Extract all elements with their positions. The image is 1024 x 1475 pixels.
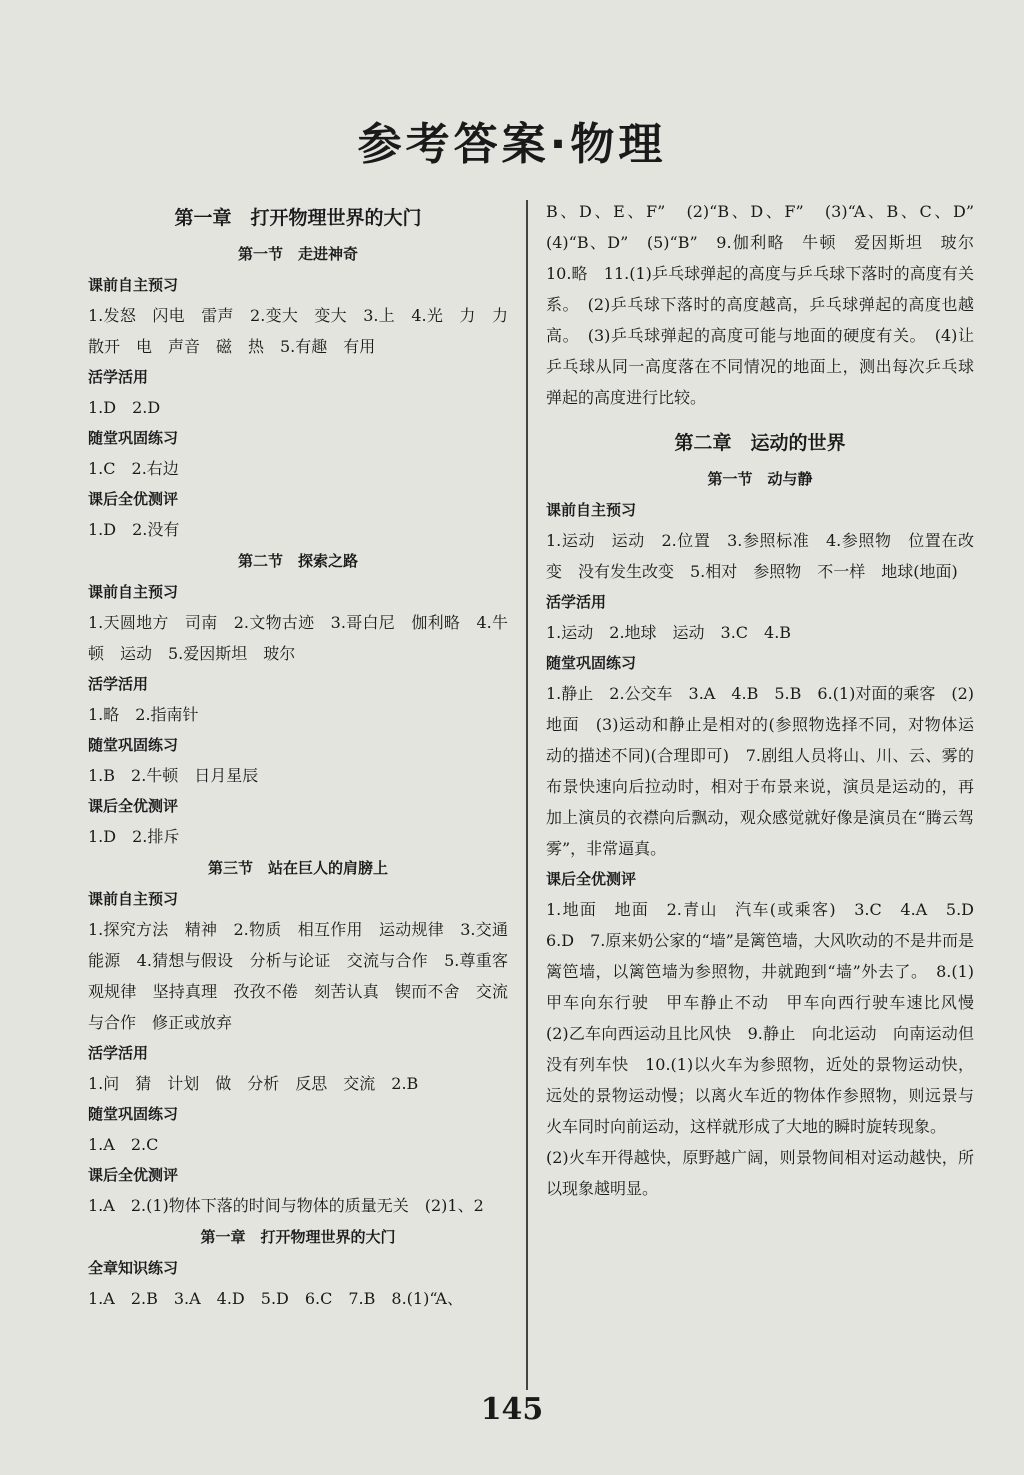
page-number: 145 <box>480 1392 544 1427</box>
left-column <box>88 198 525 1314</box>
s1-2-pre-label: 课前自主预习 <box>88 583 179 601</box>
chapter-2-title: 第二章 运动的世界 <box>674 432 846 454</box>
chapter-1-title: 第一章 打开物理世界的大门 <box>174 207 422 229</box>
s1-2-after-label: 课后全优测评 <box>88 797 179 815</box>
column-divider <box>526 200 528 1390</box>
s2-1-active-label: 活学活用 <box>546 593 607 611</box>
review-label: 全章知识练习 <box>88 1259 179 1277</box>
section-1-3-title: 第三节 站在巨人的肩膀上 <box>207 859 388 877</box>
s1-2-active-text: 1.略 2.指南针 <box>88 705 199 724</box>
s1-2-class-label: 随堂巩固练习 <box>88 736 179 754</box>
s1-1-pre-text: 1.发怒 闪电 雷声 2.变大 变大 3.上 4.光 力 力 散开 电 声音 磁 热 5.有趣 有用 <box>88 306 525 356</box>
s2-1-class-text: 1.静止 2.公交车 3.A 4.B 5.B 6.(1)对面的乘客 (2)地面 (3)运动和静止是相对的(参照物选择不同，对物体运动的描述不同)(合理即可) 7.剧组人员将山、川、云、雾的布景快速向后拉动时，相对于布景来说，演员是运动的，再加上演员的衣襟向后飘动，观众感觉就好像是演员在“腾云驾雾”，非常逼真。 <box>546 684 974 858</box>
s1-2-after-text: 1.D 2.排斥 <box>88 827 180 846</box>
s2-1-pre-label: 课前自主预习 <box>546 501 637 519</box>
s1-1-class-text: 1.C 2.右边 <box>88 459 179 478</box>
s1-3-active-text: 1.问 猜 计划 做 分析 反思 交流 2.B <box>88 1074 419 1093</box>
s1-1-class-label: 随堂巩固练习 <box>88 429 179 447</box>
s1-3-class-text: 1.A 2.C <box>88 1135 159 1154</box>
s1-2-class-text: 1.B 2.牛顿 日月星辰 <box>88 766 259 785</box>
s1-1-active-label: 活学活用 <box>88 368 149 386</box>
review-continued-text: B、D、E、F” (2)“B、D、F” (3)“A、B、C、D” (4)“B、D” (5)“B” 9.伽利略 牛顿 爱因斯坦 玻尔 10.略 11.(1)乒乓球弹起的高度与乒乓球下落时的高度有关系。 (2)乒乓球下落时的高度越高，乒乓球弹起的高度也越高。 (3)乒乓球弹起的高度可能与地面的硬度有关。 (4)让乒乓球从同一高度落在不同情况的地面上，测出每次乒乓球弹起的高度进行比较。 <box>546 202 991 407</box>
review-text: 1.A 2.B 3.A 4.D 5.D 6.C 7.B 8.(1)“A、 <box>88 1289 463 1308</box>
s1-1-after-text: 1.D 2.没有 <box>88 520 180 539</box>
s1-3-after-text: 1.A 2.(1)物体下落的时间与物体的质量无关 (2)1、2 <box>88 1196 484 1215</box>
s1-1-after-label: 课后全优测评 <box>88 490 179 508</box>
s1-3-active-label: 活学活用 <box>88 1044 149 1062</box>
chapter-1-review-title: 第一章 打开物理世界的大门 <box>200 1228 396 1246</box>
s2-1-after-text: 1.地面 地面 2.青山 汽车(或乘客) 3.C 4.A 5.D 6.D 7.原来奶公家的“墙”是篱笆墙，大风吹动的不是井而是篱笆墙，以篱笆墙为参照物，井就跑到“墙”外去了。 8.(1)甲车向东行驶 甲车静止不动 甲车向西行驶车速比风慢 (2)乙车向西运动且比风快 9.静止 向北运动 向南运动但没有列车快 10.(1)以火车为参照物，近处的景物运动快，远处的景物运动慢；以离火车近的物体作参照物，则远景与火车同时向前运动，这样就形成了大地的瞬时旋转现象。 <box>546 900 991 1136</box>
s1-3-class-label: 随堂巩固练习 <box>88 1105 179 1123</box>
right-column <box>546 196 991 1204</box>
section-1-1-title: 第一节 走进神奇 <box>237 245 358 263</box>
page-title: 参考答案·物理 <box>357 119 667 170</box>
s1-2-pre-text: 1.天圆地方 司南 2.文物古迹 3.哥白尼 伽利略 4.牛顿 运动 5.爱因斯坦 玻尔 <box>88 613 508 663</box>
s2-1-class-label: 随堂巩固练习 <box>546 654 637 672</box>
s2-1-after-text-2: (2)火车开得越快，原野越广阔，则景物间相对运动越快，所以现象越明显。 <box>546 1148 974 1198</box>
s1-3-pre-text: 1.探究方法 精神 2.物质 相互作用 运动规律 3.交通 能源 4.猜想与假设 分析与论证 交流与合作 5.尊重客观规律 坚持真理 孜孜不倦 刻苦认真 锲而不舍 交流与合作 修正或放弃 <box>88 920 525 1032</box>
section-1-2-title: 第二节 探索之路 <box>237 552 358 570</box>
s1-1-pre-label: 课前自主预习 <box>88 276 179 294</box>
s2-1-after-label: 课后全优测评 <box>546 870 637 888</box>
section-2-1-title: 第一节 动与静 <box>707 470 813 488</box>
s2-1-pre-text: 1.运动 运动 2.位置 3.参照标准 4.参照物 位置在改变 没有发生改变 5.相对 参照物 不一样 地球(地面) <box>546 531 974 581</box>
s1-2-active-label: 活学活用 <box>88 675 149 693</box>
s2-1-active-text: 1.运动 2.地球 运动 3.C 4.B <box>546 623 792 642</box>
s1-3-pre-label: 课前自主预习 <box>88 890 179 908</box>
s1-1-active-text: 1.D 2.D <box>88 398 161 417</box>
s1-3-after-label: 课后全优测评 <box>88 1166 179 1184</box>
